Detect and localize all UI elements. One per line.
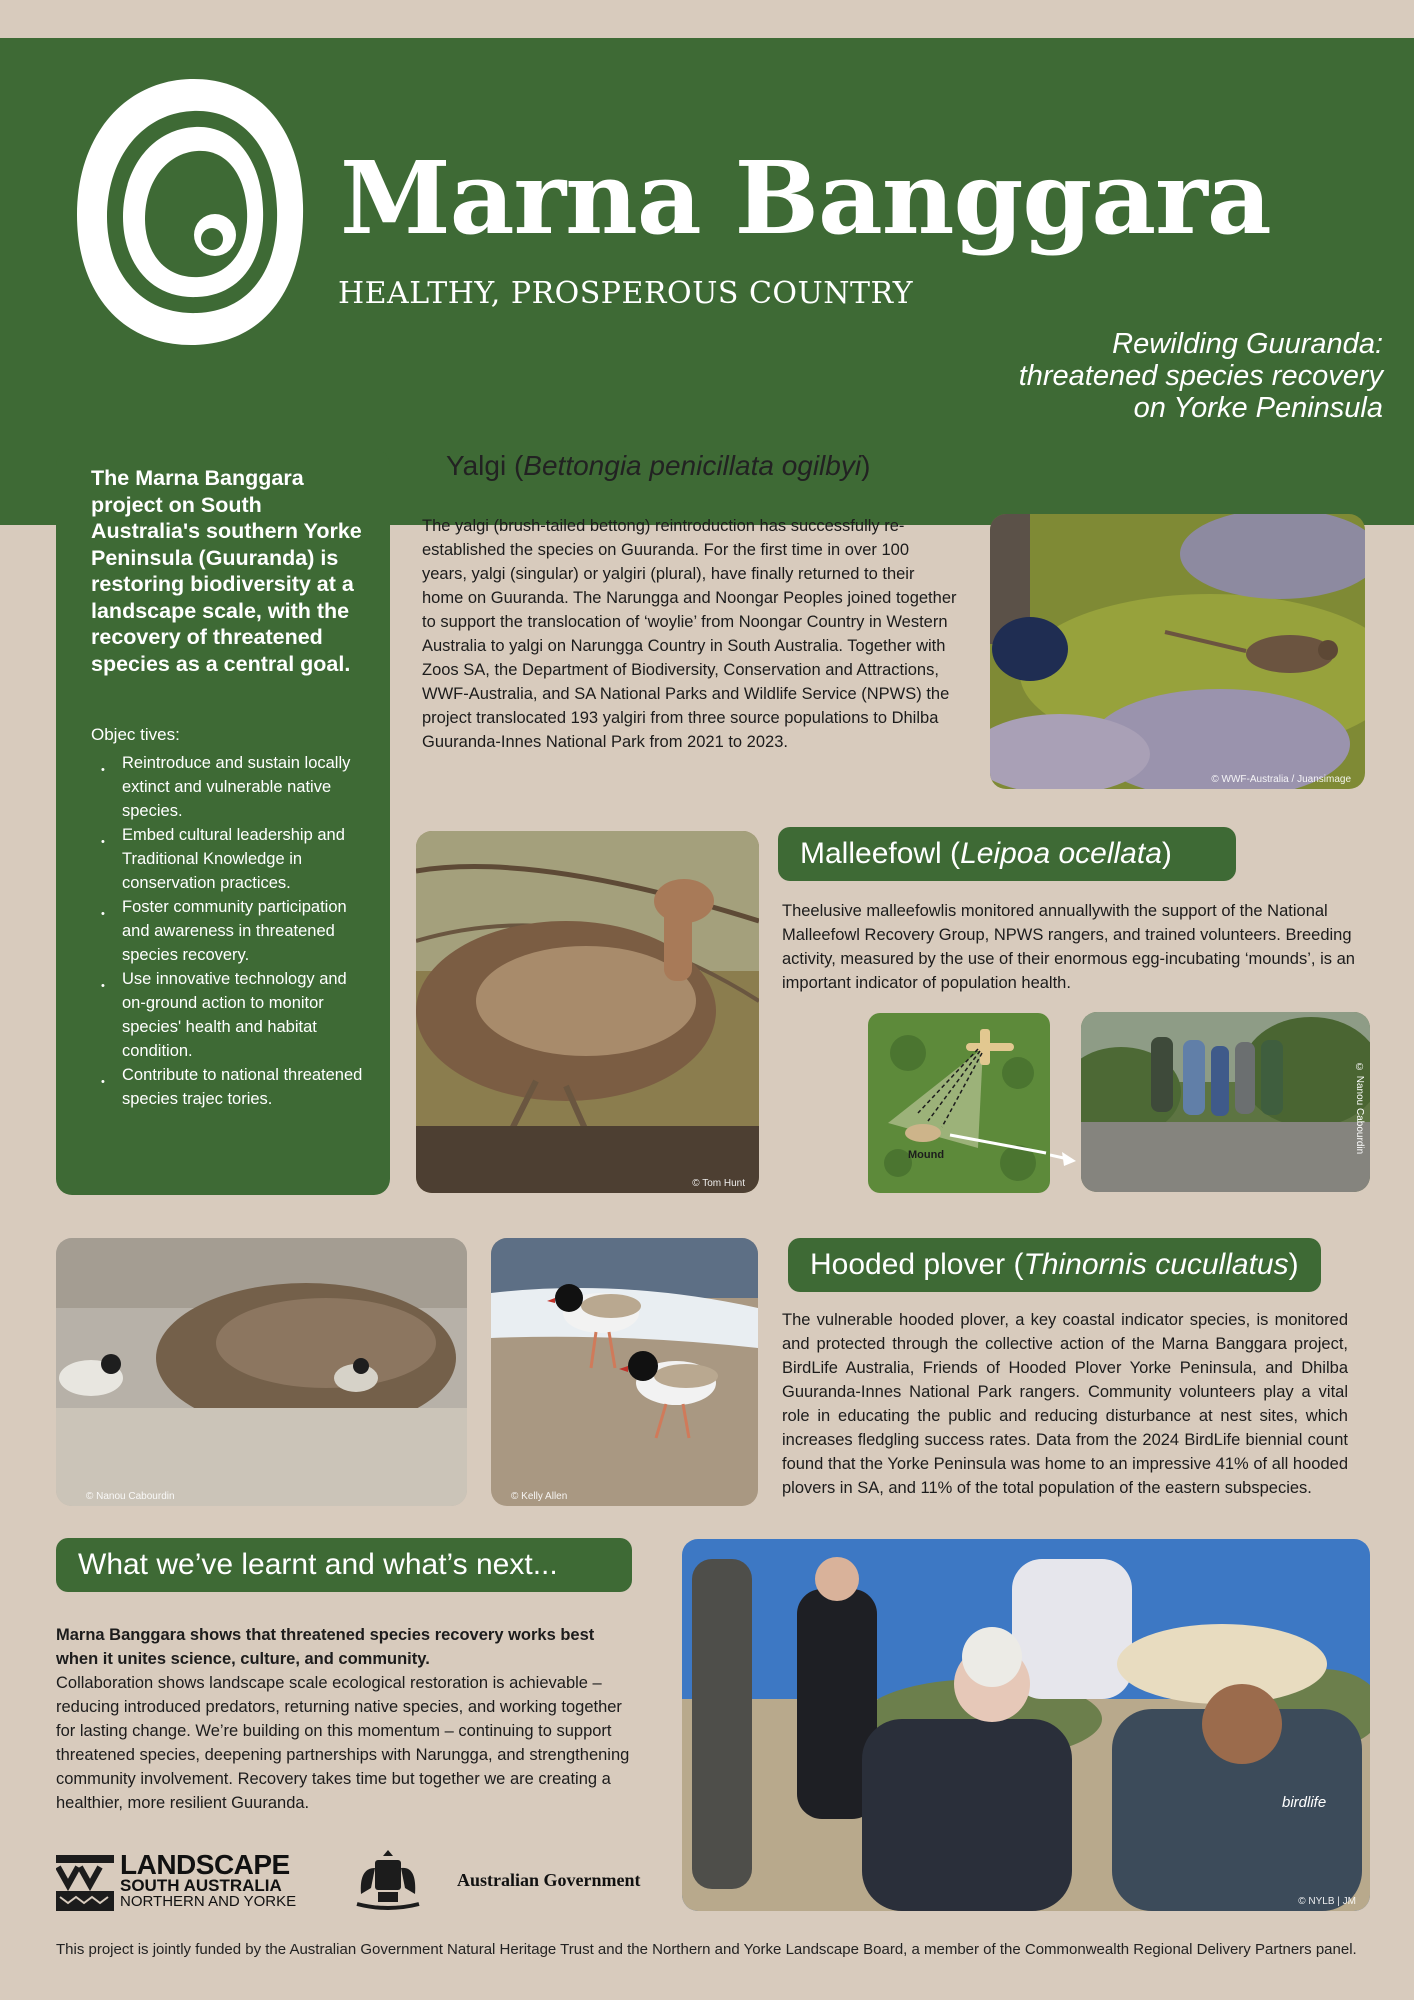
objective-item: • Contribute to national threatened species trajec tories. <box>101 1066 363 1108</box>
plover-beach-image-icon <box>491 1238 758 1506</box>
objectives-heading: Objec tives: <box>91 725 180 744</box>
objective-item: • Reintroduce and sustain locally extinct and vulnerable native species. <box>101 754 351 820</box>
aerial-survey-diagram <box>868 1013 1050 1193</box>
learnt-text <box>56 1623 634 1815</box>
group-image-icon <box>682 1539 1370 1911</box>
photo-credit: © Tom Hunt <box>692 1178 745 1189</box>
arrow-icon <box>1050 1150 1076 1168</box>
objective-item: • Foster community participation and awareness in threatened species recovery. <box>101 898 347 964</box>
volunteers-group-photo <box>682 1539 1370 1911</box>
malleefowl-volunteers-photo <box>1081 1012 1370 1192</box>
australian-government-logo: Australian Government <box>353 1848 643 1916</box>
photo-credit: © Kelly Allen <box>511 1491 568 1502</box>
page-subtitle: HEALTHY, PROSPEROUS COUNTRY <box>338 276 914 311</box>
yalgi-image-icon <box>990 514 1365 789</box>
plover-nest-image-icon <box>56 1238 467 1506</box>
plover-heading: Hooded plover ( Thinornis cucullatus ) <box>788 1238 1321 1292</box>
malleefowl-body: Theelusive malleefowlis monitored annuallywith the support of the National Malleefowl Recovery Group, NPWS rangers, and trained volunteers. Breeding activity, measured by the use of their enormous egg-incubating ‘mounds’, is an important indicator of population health. <box>782 902 1355 992</box>
project-summary-panel <box>56 449 390 1195</box>
landscape-sa-logo: LANDSCAPE SOUTH AUSTRALIA NORTHERN AND YORKE <box>56 1855 311 1911</box>
malleefowl-photo <box>416 831 759 1193</box>
funding-footer: This project is jointly funded by the Australian Government Natural Heritage Trust and the Northern and Yorke Landscape Board, a member of the Commonwealth Regional Delivery Partners panel. <box>56 1941 1357 1958</box>
learnt-lead: Marna Banggara shows that threatened species recovery works best when it unites science, culture, and community. <box>56 1626 595 1668</box>
photo-credit: © Nanou Cabourdin <box>1354 1062 1365 1155</box>
objective-item: • Use innovative technology and on-ground action to monitor species' health and habitat condition. <box>101 970 347 1060</box>
photo-credit: © Nanou Cabourdin <box>86 1491 175 1502</box>
malleefowl-image-icon <box>416 831 759 1193</box>
page-title: Marna Banggara <box>340 139 1271 257</box>
objective-item: • Embed cultural leadership and Traditional Knowledge in conservation practices. <box>101 826 345 892</box>
learnt-heading: What we’ve learnt and what’s next... <box>56 1538 632 1592</box>
marna-banggara-logo-icon <box>75 75 305 347</box>
yalgi-heading: Yalgi (Bettongia penicillata ogilbyi) <box>446 450 871 481</box>
plover-body: The vulnerable hooded plover, a key coastal indicator species, is monitored and protected through the collective action of the Marna Banggara project, BirdLife Australia, Friends of Hooded Plover Yorke Peninsula, and Dhilba Guuranda-Innes National Park rangers. Community volunteers play a vital role in educating the public and reducing disturbance at nest sites, which increases fledgling success rates. Data from the 2024 BirdLife biennial count found that the Yorke Peninsula was home to an impressive 41% of all hooded plovers in SA, and 11% of the total population of the eastern subspecies. <box>782 1311 1348 1497</box>
diagram-label: Mound <box>908 1149 945 1161</box>
photo-credit: © WWF-Australia / Juansimage <box>1211 774 1351 785</box>
birdlife-badge: birdlife <box>1282 1794 1327 1811</box>
malleefowl-heading: Malleefowl ( Leipoa ocellata ) <box>778 827 1236 881</box>
learnt-body: Collaboration shows landscape scale ecological restoration is achievable – reducing introduced predators, returning native species, and working together for lasting change. We’re building on this momentum – continuing to support threatened species, deepening partnerships with Narungga, and strengthening community involvement. Recovery takes time but together we are creating a healthier, more resilient Guuranda. <box>56 1674 630 1812</box>
project-intro: The Marna Banggara project on South Australia's southern Yorke Peninsula (Guuranda) is restoring biodiversity at a landscape scale, with the recovery of threatened species as a central goal. <box>91 466 362 676</box>
coat-of-arms-icon <box>353 1848 423 1916</box>
landscape-mark-icon <box>56 1855 114 1911</box>
plover-beach-photo <box>491 1238 758 1506</box>
photo-credit: © NYLB | JM <box>1298 1896 1356 1907</box>
tagline: Rewilding Guuranda: threatened species recovery on Yorke Peninsula <box>1018 328 1383 424</box>
yalgi-body: The yalgi (brush-tailed bettong) reintroduction has successfully re-established the species on Guuranda. For the first time in over 100 years, yalgi (singular) or yalgiri (plural), have finally returned to their home on Guuranda. The Narungga and Noongar Peoples joined together to support the translocation of ‘woylie’ from Noongar Country in Western Australia to yalgi on Narungga Country in South Australia. Together with Zoos SA, the Department of Biodiversity, Conservation and Attractions, WWF-Australia, and SA National Parks and Wildlife Service (NPWS) the project translocated 193 yalgiri from three source populations to Dhilba Guuranda-Innes National Park from 2021 to 2023. <box>422 517 957 751</box>
plover-nest-photo <box>56 1238 467 1506</box>
volunteers-image-icon <box>1081 1012 1370 1192</box>
objectives-list <box>101 751 370 1111</box>
yalgi-photo <box>990 514 1365 789</box>
